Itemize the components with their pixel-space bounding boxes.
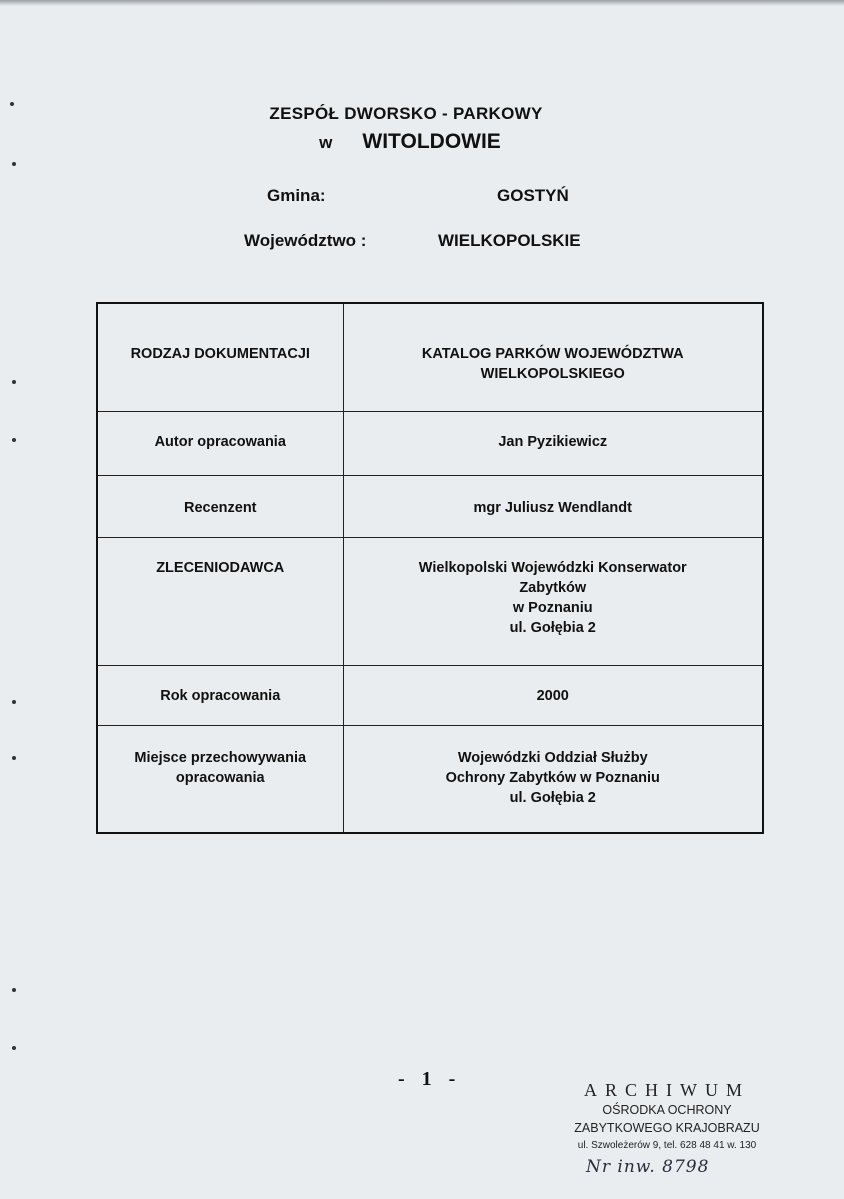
row-label: Rok opracowania	[97, 665, 343, 725]
row-value: Wielkopolski Wojewódzki Konserwator Zabytków w Poznaniu ul. Gołębia 2	[343, 537, 763, 665]
row-value: mgr Juliusz Wendlandt	[343, 475, 763, 537]
gmina-value: GOSTYŃ	[497, 186, 569, 205]
row-value: 2000	[343, 665, 763, 725]
row-label: Miejsce przechowywania opracowania	[97, 725, 343, 833]
stamp-line: ZABYTKOWEGO KRAJOBRAZU	[574, 1121, 760, 1135]
row-label: ZLECENIODAWCA	[97, 537, 343, 665]
page-number: - 1 -	[398, 1068, 462, 1090]
margin-dot	[12, 438, 16, 442]
table-row	[97, 411, 763, 475]
row-value: KATALOG PARKÓW WOJEWÓDZTWA WIELKOPOLSKIEGO	[343, 303, 763, 411]
margin-dot	[12, 988, 16, 992]
table-row	[97, 303, 763, 411]
row-label: Autor opracowania	[97, 411, 343, 475]
table-row	[97, 665, 763, 725]
stamp-title: ARCHIWUM	[584, 1080, 750, 1100]
stamp-line: OŚRODKA OCHRONY	[602, 1103, 732, 1117]
margin-dot	[12, 380, 16, 384]
table-row	[97, 537, 763, 665]
stamp-address: ul. Szwoleżerów 9, tel. 628 48 41 w. 130	[577, 1140, 757, 1151]
margin-dot	[12, 756, 16, 760]
documentation-table	[96, 302, 764, 834]
document-subtitle	[0, 130, 832, 154]
archive-stamp	[562, 1080, 772, 1154]
margin-dot	[12, 1046, 16, 1050]
place-name: WITOLDOWIE	[362, 130, 501, 153]
title-prefix: w	[319, 133, 333, 152]
scan-top-edge	[0, 0, 844, 6]
gmina-label: Gmina:	[267, 186, 326, 205]
table-row	[97, 475, 763, 537]
row-label: Recenzent	[97, 475, 343, 537]
row-label: RODZAJ DOKUMENTACJI	[97, 303, 343, 411]
row-value: Jan Pyzikiewicz	[343, 411, 763, 475]
wojewodztwo-value: WIELKOPOLSKIE	[438, 231, 581, 250]
wojewodztwo-label: Województwo :	[244, 231, 367, 250]
document-title: ZESPÓŁ DWORSKO - PARKOWY	[269, 104, 543, 123]
handwritten-inventory-number: Nr inw. 8798	[586, 1157, 710, 1177]
margin-dot	[12, 162, 16, 166]
row-value: Wojewódzki Oddział Służby Ochrony Zabytków w Poznaniu ul. Gołębia 2	[343, 725, 763, 833]
margin-dot	[12, 700, 16, 704]
table-row	[97, 725, 763, 833]
